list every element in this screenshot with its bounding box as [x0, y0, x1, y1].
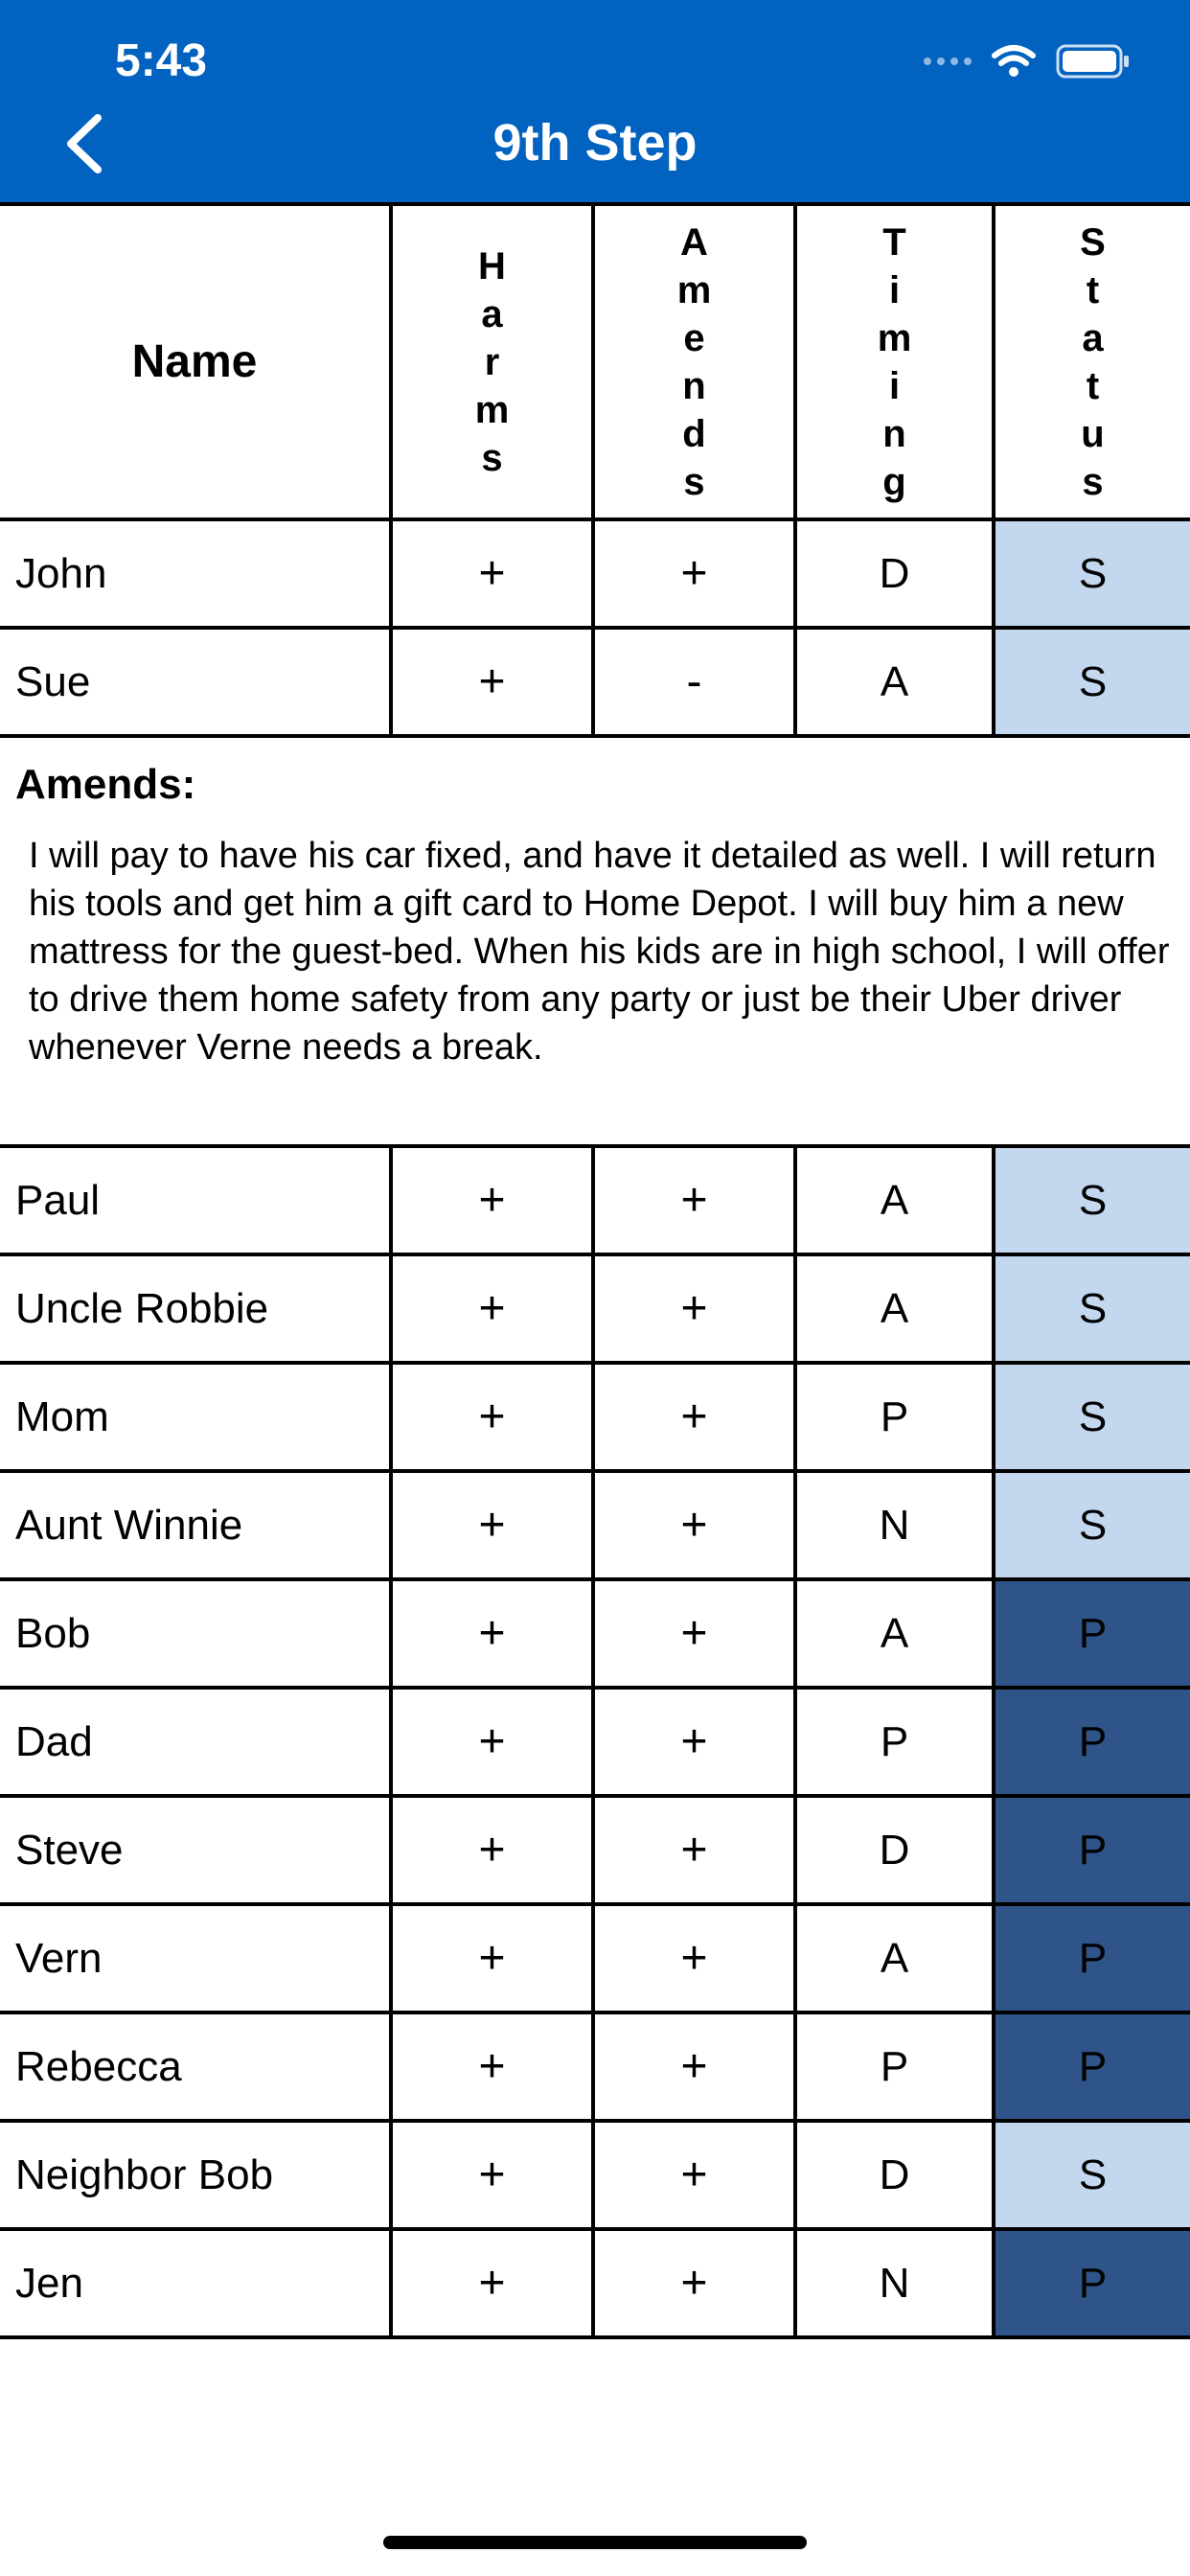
page-title: 9th Step — [492, 114, 698, 172]
row-status: P — [995, 1690, 1190, 1794]
row-status: P — [995, 1581, 1190, 1686]
row-timing: D — [797, 521, 995, 626]
header-letter: s — [683, 460, 705, 503]
home-indicator — [383, 2536, 807, 2549]
row-amends: + — [595, 1473, 797, 1577]
header-letter: i — [888, 364, 901, 407]
row-amends: + — [595, 1581, 797, 1686]
row-status: S — [995, 1365, 1190, 1469]
header-letter: r — [484, 340, 500, 383]
table-row[interactable] — [0, 1365, 1190, 1473]
row-harms: + — [393, 1148, 595, 1253]
row-harms: + — [393, 521, 595, 626]
header-letter: m — [474, 388, 510, 431]
table-row[interactable] — [0, 2123, 1190, 2231]
header-letter: u — [1081, 412, 1105, 455]
row-name: Rebecca — [0, 2014, 393, 2119]
table-row[interactable] — [0, 2231, 1190, 2339]
table-row[interactable] — [0, 1256, 1190, 1365]
row-name: Dad — [0, 1690, 393, 1794]
row-harms: + — [393, 1690, 595, 1794]
row-status: P — [995, 1798, 1190, 1902]
row-amends: + — [595, 1148, 797, 1253]
row-amends: + — [595, 2014, 797, 2119]
table-row[interactable] — [0, 1473, 1190, 1581]
row-timing: A — [797, 630, 995, 734]
row-timing: A — [797, 1581, 995, 1686]
row-harms: + — [393, 2231, 595, 2335]
header-letter: s — [481, 436, 503, 479]
row-amends: + — [595, 1365, 797, 1469]
header-name: Name — [0, 206, 393, 518]
row-timing: A — [797, 1256, 995, 1361]
row-harms: + — [393, 1256, 595, 1361]
table-row[interactable] — [0, 2014, 1190, 2123]
header-letter: S — [1080, 220, 1106, 264]
header-letter: H — [478, 244, 506, 288]
amends-section — [0, 738, 1190, 1148]
amends-label: Amends: — [15, 761, 196, 808]
row-harms: + — [393, 1906, 595, 2011]
row-amends: + — [595, 521, 797, 626]
row-timing: P — [797, 2014, 995, 2119]
status-time: 5:43 — [115, 35, 208, 86]
row-status: S — [995, 1473, 1190, 1577]
row-name: Jen — [0, 2231, 393, 2335]
row-status: S — [995, 1148, 1190, 1253]
row-name: Steve — [0, 1798, 393, 1902]
header-letter: t — [1086, 268, 1100, 311]
table-row[interactable] — [0, 1581, 1190, 1690]
row-timing: P — [797, 1365, 995, 1469]
row-name: Vern — [0, 1906, 393, 2011]
header-status — [995, 206, 1190, 518]
row-harms: + — [393, 1473, 595, 1577]
header-letter: s — [1082, 460, 1104, 503]
row-status: P — [995, 1906, 1190, 2011]
header-letter: n — [882, 412, 906, 455]
row-amends: + — [595, 2231, 797, 2335]
row-status: S — [995, 1256, 1190, 1361]
row-status: S — [995, 2123, 1190, 2227]
header-letter: i — [888, 268, 901, 311]
header-letter: a — [1082, 316, 1104, 359]
row-name: Aunt Winnie — [0, 1473, 393, 1577]
row-name: John — [0, 521, 393, 626]
row-timing: A — [797, 1906, 995, 2011]
cellular-signal-icon — [924, 58, 972, 65]
row-harms: + — [393, 630, 595, 734]
header-timing — [797, 206, 995, 518]
row-amends: + — [595, 1798, 797, 1902]
row-timing: D — [797, 2123, 995, 2227]
row-timing: N — [797, 2231, 995, 2335]
table-row[interactable] — [0, 1690, 1190, 1798]
row-amends: + — [595, 1690, 797, 1794]
row-name: Mom — [0, 1365, 393, 1469]
header-letter: a — [481, 292, 503, 335]
row-status: P — [995, 2014, 1190, 2119]
header-letter: e — [683, 316, 705, 359]
row-name: Bob — [0, 1581, 393, 1686]
header-letter: t — [1086, 364, 1100, 407]
row-timing: N — [797, 1473, 995, 1577]
row-harms: + — [393, 1798, 595, 1902]
header-letter: A — [680, 220, 708, 264]
header-letter: T — [882, 220, 906, 264]
row-timing: P — [797, 1690, 995, 1794]
header-letter: m — [877, 316, 912, 359]
row-amends: + — [595, 1906, 797, 2011]
header-letter: d — [682, 412, 706, 455]
table-row[interactable] — [0, 521, 1190, 630]
battery-icon — [1056, 44, 1131, 79]
table-row[interactable] — [0, 630, 1190, 738]
status-icons — [924, 42, 1131, 80]
row-timing: D — [797, 1798, 995, 1902]
table-row[interactable] — [0, 1148, 1190, 1256]
header-amends — [595, 206, 797, 518]
row-status: S — [995, 630, 1190, 734]
nav-header — [0, 0, 1190, 202]
row-timing: A — [797, 1148, 995, 1253]
header-harms — [393, 206, 595, 518]
row-status: P — [995, 2231, 1190, 2335]
row-amends: + — [595, 2123, 797, 2227]
row-name: Uncle Robbie — [0, 1256, 393, 1361]
row-name: Paul — [0, 1148, 393, 1253]
row-harms: + — [393, 1365, 595, 1469]
header-letter: n — [682, 364, 706, 407]
row-name: Sue — [0, 630, 393, 734]
row-amends: + — [595, 1256, 797, 1361]
table-row[interactable] — [0, 1798, 1190, 1906]
row-name: Neighbor Bob — [0, 2123, 393, 2227]
row-harms: + — [393, 2014, 595, 2119]
header-letter: g — [882, 460, 906, 503]
row-amends: - — [595, 630, 797, 734]
header-letter: m — [676, 268, 712, 311]
table-header — [0, 202, 1190, 521]
row-harms: + — [393, 2123, 595, 2227]
row-harms: + — [393, 1581, 595, 1686]
table-row[interactable] — [0, 1906, 1190, 2014]
wifi-icon — [991, 44, 1037, 79]
row-status: S — [995, 521, 1190, 626]
amends-text: I will pay to have his car fixed, and have it detailed as well. I will return his tools and get him a gift card to Home Depot. I will buy him a new mattress for the guest-bed. When his kids are in high school, I will offer to drive them home safety from any party or just be their Uber driver whenever Verne needs a break. — [29, 836, 1170, 1068]
